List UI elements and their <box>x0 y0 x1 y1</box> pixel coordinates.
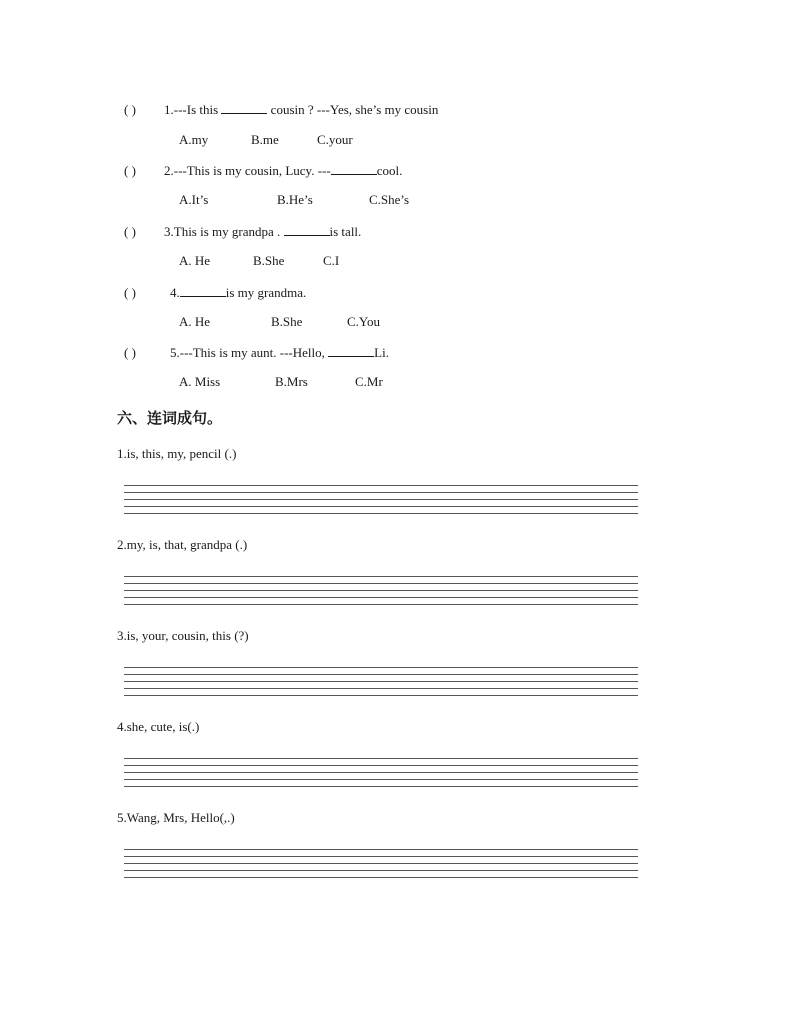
writing-rule <box>124 688 638 689</box>
writing-rule <box>124 695 638 696</box>
writing-rule <box>124 583 638 584</box>
writing-rule <box>124 576 638 577</box>
writing-rule <box>124 604 638 605</box>
question-stem: 4. <box>170 285 180 300</box>
option-a: A. He <box>179 253 211 268</box>
question-3 <box>124 222 361 240</box>
option-b: B.me <box>251 132 279 147</box>
option-a: A. He <box>179 314 211 329</box>
sentence-prompt-5: 5.Wang, Mrs, Hello(,.) <box>117 810 235 825</box>
writing-rule <box>124 849 638 850</box>
question-stem: cool. <box>376 163 403 178</box>
writing-rule <box>124 863 638 864</box>
options-3 <box>179 252 339 270</box>
option-b: B.She <box>271 314 303 329</box>
question-stem: Li. <box>374 345 389 360</box>
answer-paren[interactable]: ( ) <box>124 224 136 239</box>
answer-blank[interactable] <box>221 100 267 114</box>
writing-rule <box>124 779 638 780</box>
option-a: A.It’s <box>179 192 209 207</box>
question-4 <box>124 283 306 301</box>
sentence-prompt-3: 3.is, your, cousin, this (?) <box>117 628 249 643</box>
answer-paren[interactable]: ( ) <box>124 345 136 360</box>
writing-rule <box>124 765 638 766</box>
sentence-prompt-1: 1.is, this, my, pencil (.) <box>117 446 237 461</box>
writing-rule <box>124 485 638 486</box>
option-c: C.Mr <box>355 374 383 389</box>
question-5 <box>124 343 389 361</box>
writing-lines-2[interactable] <box>124 576 638 606</box>
writing-rule <box>124 667 638 668</box>
writing-rule <box>124 590 638 591</box>
option-a: A.my <box>179 132 209 147</box>
answer-blank[interactable] <box>284 222 330 236</box>
sentence-prompt-4: 4.she, cute, is(.) <box>117 719 200 734</box>
writing-rule <box>124 597 638 598</box>
option-b: B.Mrs <box>275 374 308 389</box>
section-title: 六、连词成句。 <box>117 409 223 427</box>
writing-rule <box>124 772 638 773</box>
question-stem: is my grandma. <box>225 285 307 300</box>
writing-rule <box>124 674 638 675</box>
writing-lines-5[interactable] <box>124 849 638 879</box>
writing-lines-3[interactable] <box>124 667 638 697</box>
answer-paren[interactable]: ( ) <box>124 102 136 117</box>
question-stem: cousin ? ---Yes, she’s my cousin <box>267 102 439 117</box>
answer-blank[interactable] <box>331 161 377 175</box>
question-stem: is tall. <box>329 224 362 239</box>
options-2 <box>179 191 409 209</box>
sentence-prompt-2: 2.my, is, that, grandpa (.) <box>117 537 248 552</box>
option-b: B.He’s <box>277 192 313 207</box>
writing-rule <box>124 786 638 787</box>
writing-rule <box>124 492 638 493</box>
option-b: B.She <box>253 253 285 268</box>
option-c: C.your <box>317 132 353 147</box>
option-c: C.You <box>347 314 381 329</box>
question-stem: 2.---This is my cousin, Lucy. --- <box>164 163 331 178</box>
answer-blank[interactable] <box>328 343 374 357</box>
options-1 <box>179 131 353 149</box>
question-stem: 1.---Is this <box>164 102 222 117</box>
writing-rule <box>124 499 638 500</box>
writing-rule <box>124 681 638 682</box>
question-stem: 5.---This is my aunt. ---Hello, <box>170 345 329 360</box>
writing-lines-1[interactable] <box>124 485 638 515</box>
option-c: C.She’s <box>369 192 410 207</box>
writing-rule <box>124 758 638 759</box>
writing-rule <box>124 506 638 507</box>
writing-lines-4[interactable] <box>124 758 638 788</box>
writing-rule <box>124 870 638 871</box>
writing-rule <box>124 513 638 514</box>
answer-paren[interactable]: ( ) <box>124 285 136 300</box>
answer-paren[interactable]: ( ) <box>124 163 136 178</box>
option-c: C.I <box>323 253 340 268</box>
question-stem: 3.This is my grandpa . <box>164 224 284 239</box>
options-4 <box>179 313 380 331</box>
option-a: A. Miss <box>179 374 221 389</box>
answer-blank[interactable] <box>180 283 226 297</box>
writing-rule <box>124 856 638 857</box>
options-5 <box>179 373 383 391</box>
writing-rule <box>124 877 638 878</box>
question-2 <box>124 161 402 179</box>
question-1 <box>124 100 438 118</box>
